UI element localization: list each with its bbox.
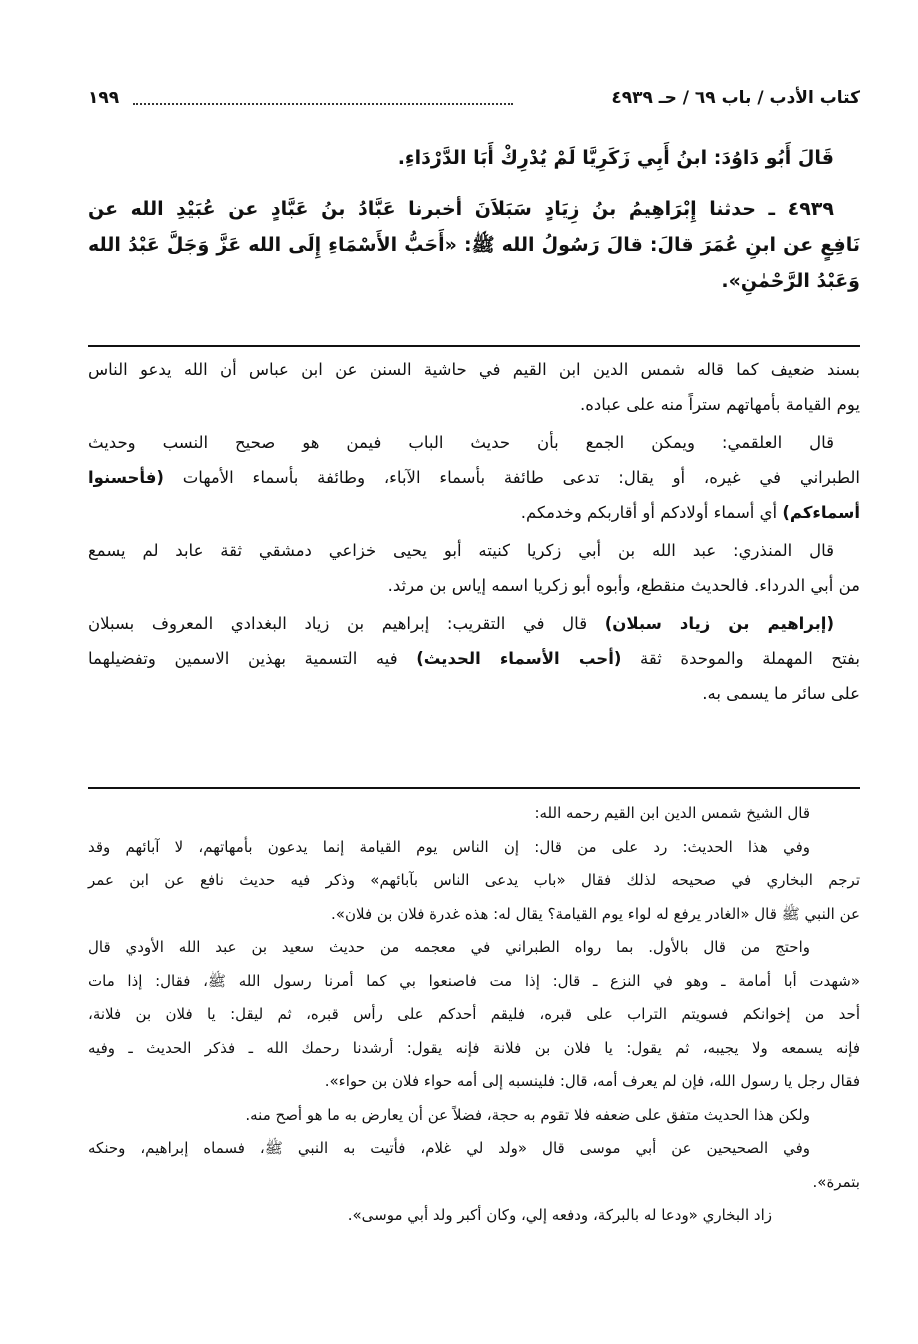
paragraph <box>88 831 860 932</box>
paragraph <box>88 425 860 530</box>
text-segment: الطبراني في غيره، أو يقال: تدعى طائفة بأسماء الآباء، وطائفة بأسماء الأمهات <box>163 468 860 487</box>
text-line: نَافِعٍ عن ابنِ عُمَرَ قالَ: قالَ رَسُولُ الله ﷺ: «أَحَبُّ الأَسْمَاءِ إِلَى الله عَزَّ وَجَلَّ عَبْدُ الله <box>88 234 860 256</box>
bold-quote: أسماءكم) <box>782 503 860 522</box>
text-line: وَعَبْدُ الرَّحْمٰنِ». <box>721 270 860 292</box>
ibn-qayyim-notes <box>88 797 860 1233</box>
paragraph <box>88 931 860 1099</box>
bold-quote: (فأحسنوا <box>88 468 164 487</box>
text-line: ترجم البخاري في صحيحه لذلك فقال «باب يدعى الناس بآبائهم» وذكر فيه حديث نافع عن ابن عمر <box>88 871 860 889</box>
text-segment: قال في التقريب: إبراهيم بن زياد البغدادي المعروف بسبلان <box>88 614 605 633</box>
paragraph <box>88 191 860 299</box>
text-line: عن النبي ﷺ قال «الغادر يرفع له لواء يوم القيامة؟ يقال له: هذه غدرة فلان بن فلان». <box>331 904 860 923</box>
divider-rule <box>88 787 860 789</box>
paragraph <box>88 533 860 603</box>
text-line: «شهدت أبا أمامة ـ وهو في النزع ـ قال: إذا مت فاصنعوا بي كما أمرنا رسول الله ﷺ، فقال: إذا مات <box>88 971 860 990</box>
text-line: يوم القيامة بأمهاتهم ستراً منه على عباده. <box>579 395 860 414</box>
divider-rule <box>88 345 860 347</box>
text-line <box>88 460 860 495</box>
text-line: قَالَ أَبُو دَاوُدَ: ابنُ أَبِي زَكَرِيَّا لَمْ يُدْرِكْ أَبَا الدَّرْدَاءِ. <box>397 147 834 169</box>
running-title: كتاب الأدب / باب ٦٩ / حـ ٤٩٣٩ <box>611 88 860 108</box>
paragraph <box>88 1132 860 1199</box>
text-line: قال الشيخ شمس الدين ابن القيم رحمه الله: <box>534 804 810 822</box>
text-line: زاد البخاري «ودعا له بالبركة، ودفعه إلي، وكان أكبر ولد أبي موسى». <box>347 1206 772 1224</box>
paragraph <box>88 606 860 711</box>
text-line <box>88 606 860 641</box>
text-line: قال العلقمي: ويمكن الجمع بأن حديث الباب فيمن هو صحيح النسب وحديث <box>88 433 834 452</box>
paragraph <box>88 1099 860 1133</box>
hadith-text <box>88 140 860 314</box>
paragraph <box>88 1199 860 1233</box>
text-segment: أي أسماء أولادكم أو أقاربكم وخدمكم. <box>520 503 783 522</box>
paragraph <box>88 140 860 176</box>
text-line: أحد من إخوانكم فسويتم التراب على قبره، فليقم أحدكم على رأس قبره، ثم ليقل: يا فلان بن فلانة، <box>88 1005 860 1023</box>
text-line: بتمرة». <box>812 1172 860 1191</box>
text-line: وفي الصحيحين عن أبي موسى قال «ولد لي غلام، فأتيت به النبي ﷺ، فسماه إبراهيم، وحنكه <box>88 1139 810 1157</box>
text-line: قال المنذري: عبد الله بن أبي زكريا كنيته أبو يحيى خزاعي دمشقي ثقة عابد لم يسمع <box>88 541 834 560</box>
text-line <box>88 495 860 530</box>
text-line: ٤٩٣٩ ـ حدثنا إِبْرَاهِيمُ بنُ زِيَادٍ سَبَلاَنَ أخبرنا عَبَّادُ بنُ عَبَّادٍ عن عُبَيْدِ الله عن <box>88 198 834 220</box>
text-segment: بفتح المهملة والموحدة ثقة <box>621 649 860 668</box>
text-line: فقال رجل يا رسول الله، فإن لم يعرف أمه، قال: فلينسبه إلى أمه حواء فلان بن حواء». <box>324 1072 860 1090</box>
running-header <box>88 84 860 112</box>
text-line: واحتج من قال بالأول. بما رواه الطبراني في معجمه من حديث سعيد بن عبد الله الأودي قال <box>88 938 810 956</box>
paragraph <box>88 797 860 831</box>
bold-quote: (إبراهيم بن زياد سبلان) <box>604 614 834 633</box>
text-line: بسند ضعيف كما قاله شمس الدين ابن القيم في حاشية السنن عن ابن عباس أن الله يدعو الناس <box>88 360 860 379</box>
text-line: فإنه يسمعه ولا يجيبه، ثم يقول: يا فلان بن فلانة فإنه يقول: أرشدنا رحمك الله ـ فذكر الحديث ـ وفيه <box>88 1038 860 1057</box>
paragraph <box>88 352 860 422</box>
text-line <box>88 641 860 676</box>
text-line: وفي هذا الحديث: رد على من قال: إن الناس يوم القيامة إنما يدعون بأمهاتهم، لا آبائهم وقد <box>88 837 810 856</box>
page-number: ١٩٩ <box>88 88 120 108</box>
text-line: ولكن هذا الحديث متفق على ضعفه فلا تقوم به حجة، فضلاً عن أن يعارض به ما هو أصح منه. <box>245 1105 810 1124</box>
text-line: من أبي الدرداء. فالحديث منقطع، وأبوه أبو زكريا اسمه إياس بن مرثد. <box>387 576 860 595</box>
text-line: على سائر ما يسمى به. <box>702 684 860 703</box>
dotted-leader <box>133 91 513 105</box>
text-segment: فيه التسمية بهذين الاسمين وتفضيلهما <box>88 649 417 668</box>
bold-quote: (أحب الأسماء الحديث) <box>416 649 622 668</box>
commentary <box>88 352 860 714</box>
